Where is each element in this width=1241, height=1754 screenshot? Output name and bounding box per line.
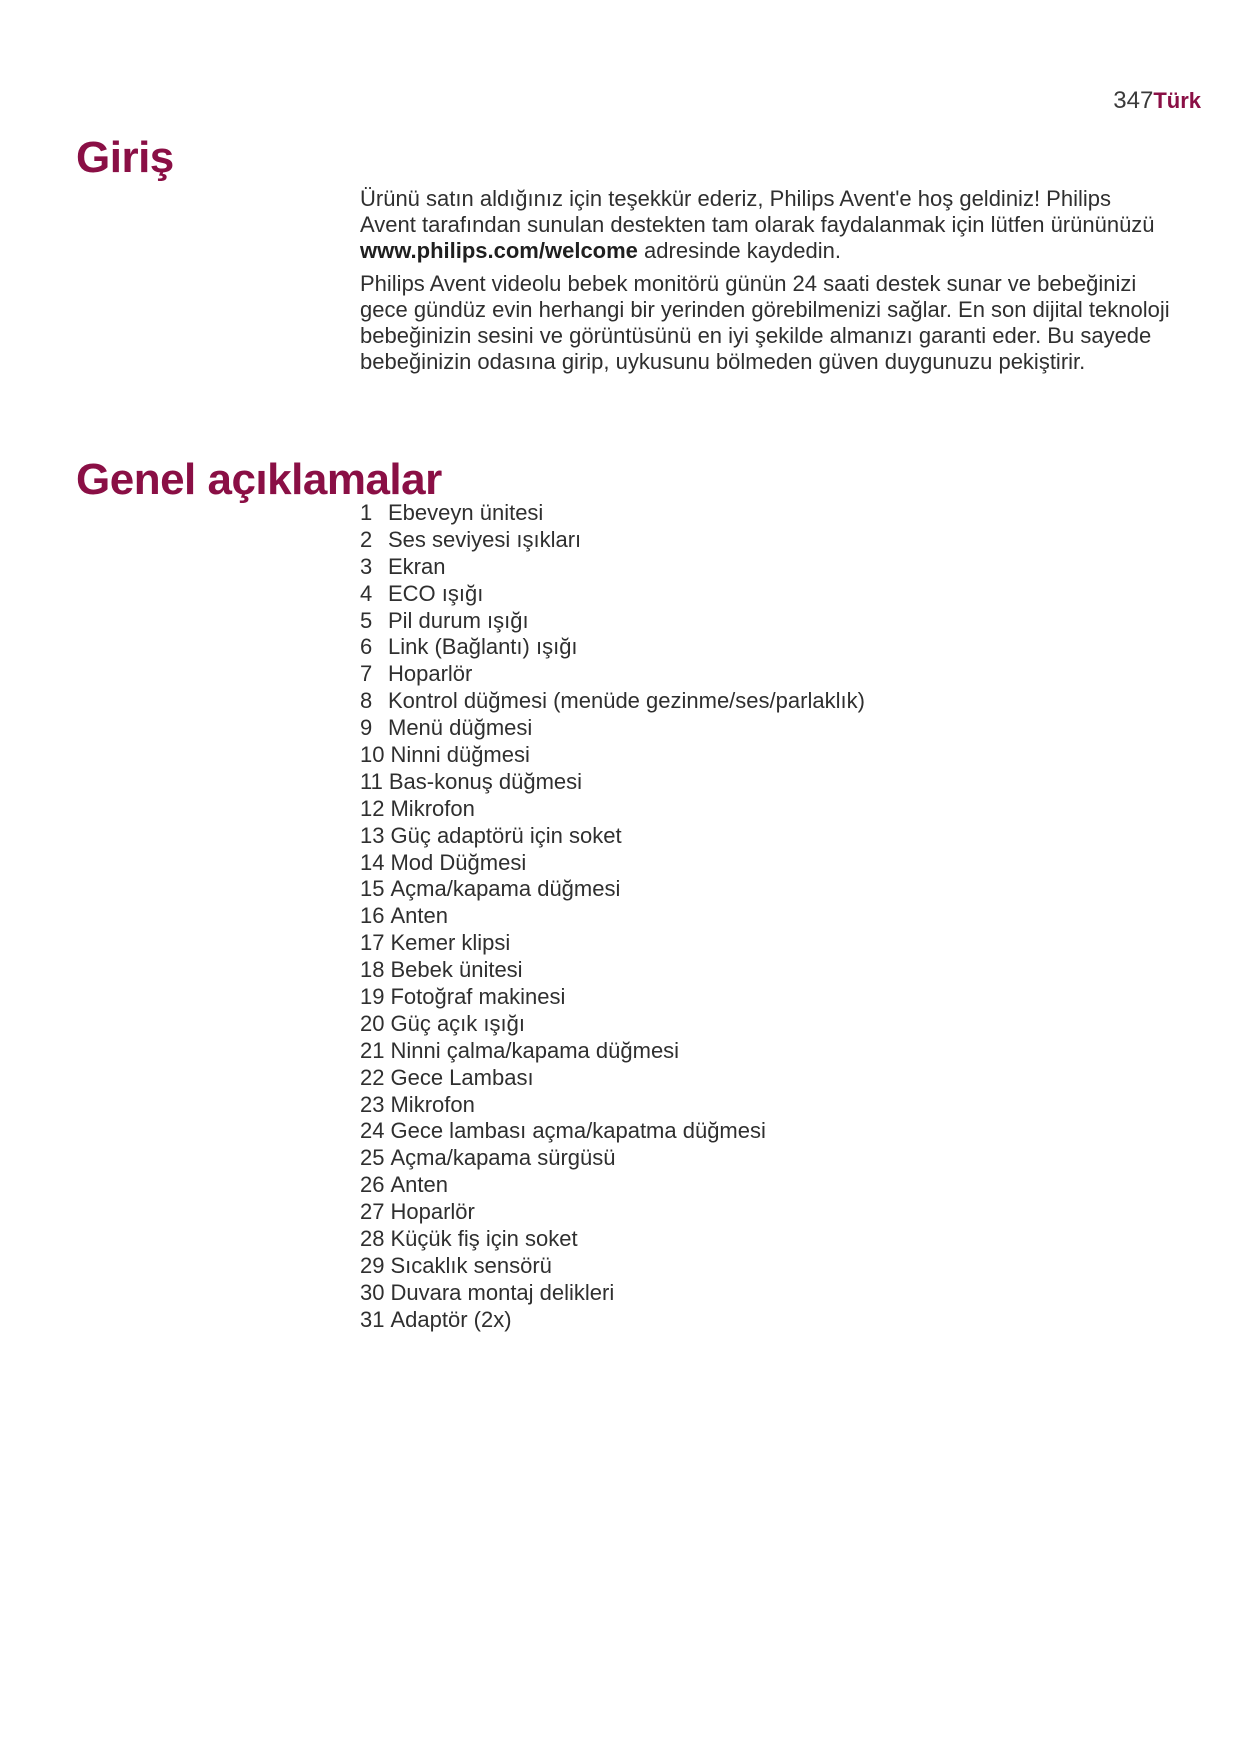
intro-body: [360, 186, 1170, 382]
list-item: [360, 1011, 1160, 1038]
page-language: Türk: [1153, 88, 1201, 113]
intro-text-after-url: adresinde kaydedin.: [637, 238, 841, 263]
list-item: [360, 715, 1160, 742]
list-item-number: 8: [360, 688, 373, 714]
intro-paragraph-2: Philips Avent videolu bebek monitörü günün 24 saati destek sunar ve bebeğinizi gece gündüz evin herhangi bir yerinden görebilmenizi sağlar. En son dijital teknoloji bebeğinizin sesini ve görüntüsünü en iyi şekilde almanızı garanti eder. Bu sayede bebeğinizin odasına girip, uykusunu bölmeden güven duygunuzu pekiştirir.: [360, 271, 1170, 374]
list-item: [360, 1307, 1160, 1334]
list-item-label: Ebeveyn ünitesi: [388, 500, 544, 525]
list-item: [360, 930, 1160, 957]
list-item: [360, 1226, 1160, 1253]
list-item: [360, 661, 1160, 688]
list-item-number: 28: [360, 1226, 385, 1252]
list-item: [360, 608, 1160, 635]
page-header: [1113, 86, 1201, 116]
list-item: [360, 554, 1160, 581]
list-item-number: 29: [360, 1252, 385, 1278]
list-item-label: Ses seviyesi ışıkları: [388, 526, 582, 552]
list-item-number: 26: [360, 1172, 385, 1198]
list-item: [360, 823, 1160, 850]
intro-title: Giriş: [76, 133, 174, 182]
list-item-label: Açma/kapama düğmesi: [390, 876, 621, 902]
list-item: [360, 581, 1160, 608]
list-item: [360, 1199, 1160, 1226]
list-item-label: Ninni düğmesi: [390, 742, 530, 768]
list-item: [360, 1145, 1160, 1172]
list-item-number: 3: [360, 553, 373, 579]
list-item-label: Sıcaklık sensörü: [390, 1252, 552, 1278]
list-item-label: ECO ışığı: [388, 580, 484, 606]
list-item-label: Hoparlör: [388, 661, 473, 687]
list-item-number: 30: [360, 1279, 385, 1305]
list-item: [360, 1253, 1160, 1280]
list-item: [360, 876, 1160, 903]
list-item-label: Anten: [390, 903, 448, 929]
list-item: [360, 1280, 1160, 1307]
list-item-label: Ekran: [388, 553, 446, 579]
list-item-label: Gece Lambası: [390, 1064, 534, 1090]
list-item: [360, 742, 1160, 769]
list-item: [360, 769, 1160, 796]
intro-paragraph-1: [360, 186, 1170, 264]
list-item-number: 18: [360, 957, 385, 983]
list-item: [360, 634, 1160, 661]
list-item-label: Mikrofon: [390, 795, 475, 821]
list-item-label: Duvara montaj delikleri: [390, 1279, 615, 1305]
list-item-number: 11: [360, 768, 383, 794]
list-item: [360, 1038, 1160, 1065]
list-item-number: 4: [360, 580, 373, 606]
list-item: [360, 1065, 1160, 1092]
list-item-label: Mikrofon: [390, 1091, 475, 1117]
list-item: [360, 500, 1160, 527]
list-item-number: 13: [360, 822, 385, 848]
list-item: [360, 1118, 1160, 1145]
list-item-number: 16: [360, 903, 385, 929]
list-item: [360, 984, 1160, 1011]
list-item-number: 12: [360, 795, 385, 821]
list-item-label: Mod Düğmesi: [390, 849, 527, 875]
list-item-label: Açma/kapama sürgüsü: [390, 1145, 616, 1171]
list-item-number: 22: [360, 1064, 385, 1090]
list-item-number: 23: [360, 1091, 385, 1117]
list-item-label: Kontrol düğmesi (menüde gezinme/ses/parlaklık): [388, 688, 865, 714]
list-item-number: 10: [360, 742, 385, 768]
list-item-label: Hoparlör: [390, 1199, 475, 1225]
list-item-number: 27: [360, 1199, 385, 1225]
list-item-label: Gece lambası açma/kapatma düğmesi: [390, 1118, 766, 1144]
list-item-label: Menü düğmesi: [388, 715, 533, 741]
list-item: [360, 1092, 1160, 1119]
list-item-number: 17: [360, 930, 385, 956]
list-item-label: Bas-konuş düğmesi: [388, 768, 583, 794]
list-item: [360, 796, 1160, 823]
list-item-number: 9: [360, 715, 373, 741]
parts-list: [360, 500, 1160, 1334]
list-item-number: 7: [360, 661, 373, 687]
list-item-number: 5: [360, 607, 373, 633]
list-item-number: 19: [360, 984, 385, 1010]
page-number: 347: [1113, 87, 1154, 114]
list-item-number: 15: [360, 876, 385, 902]
registration-url: www.philips.com/welcome: [360, 238, 638, 263]
list-item-label: Güç açık ışığı: [390, 1010, 525, 1036]
list-item-number: 2: [360, 526, 373, 552]
list-item-number: 14: [360, 849, 385, 875]
list-item-number: 1: [360, 500, 373, 525]
list-item: [360, 688, 1160, 715]
list-item-label: Link (Bağlantı) ışığı: [388, 634, 578, 660]
list-item: [360, 527, 1160, 554]
list-item-label: Kemer klipsi: [390, 930, 511, 956]
list-item-number: 25: [360, 1145, 385, 1171]
intro-text-before-url: Ürünü satın aldığınız için teşekkür ederiz, Philips Avent'e hoş geldiniz! Philips Avent tarafından sunulan destekten tam olarak faydalanmak için lütfen ürününüzü: [360, 186, 1155, 237]
list-item-number: 21: [360, 1037, 385, 1063]
list-item: [360, 903, 1160, 930]
list-item-number: 20: [360, 1010, 385, 1036]
overview-title: Genel açıklamalar: [76, 455, 442, 504]
list-item-label: Güç adaptörü için soket: [390, 822, 622, 848]
list-item-label: Küçük fiş için soket: [390, 1226, 578, 1252]
list-item-number: 6: [360, 634, 373, 660]
list-item-label: Anten: [390, 1172, 448, 1198]
list-item-label: Fotoğraf makinesi: [390, 984, 566, 1010]
list-item-label: Adaptör (2x): [390, 1306, 512, 1332]
list-item-label: Pil durum ışığı: [388, 607, 529, 633]
list-item: [360, 1172, 1160, 1199]
list-item: [360, 850, 1160, 877]
list-item-number: 31: [360, 1306, 385, 1332]
list-item-number: 24: [360, 1118, 385, 1144]
list-item-label: Ninni çalma/kapama düğmesi: [390, 1037, 680, 1063]
list-item: [360, 957, 1160, 984]
list-item-label: Bebek ünitesi: [390, 957, 523, 983]
